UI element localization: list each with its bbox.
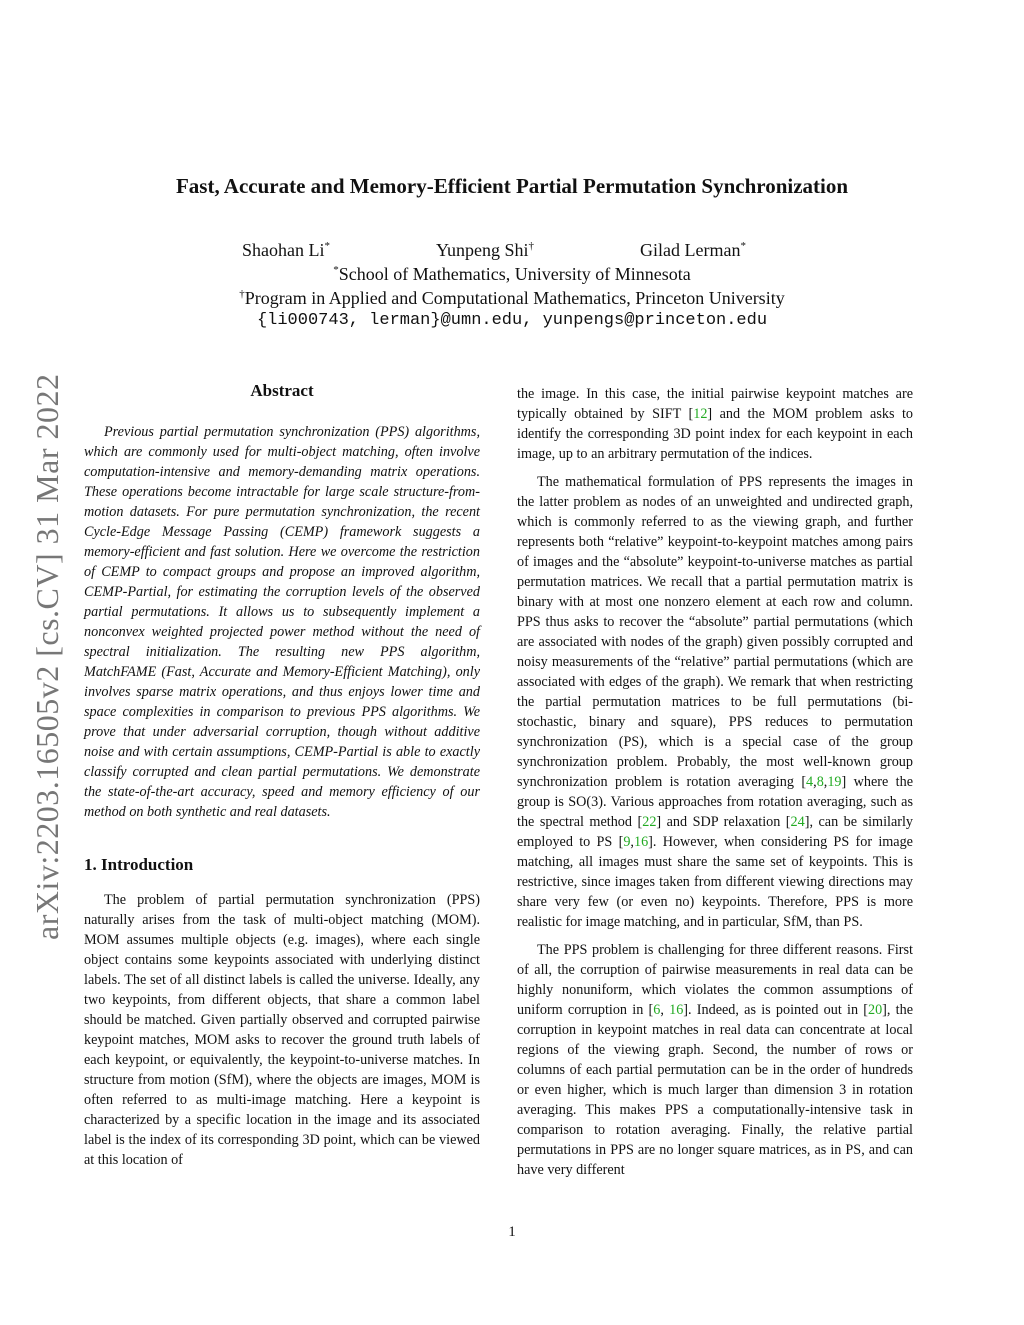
author-list [0, 240, 1024, 264]
author-emails: {li000743, lerman}@umn.edu, yunpengs@princeton.edu [256, 311, 768, 330]
paper-title: Fast, Accurate and Memory-Efficient Partial Permutation Synchronization [175, 174, 849, 198]
abstract-heading: Abstract [250, 381, 314, 400]
right-paragraph-2: The PPS problem is challenging for three different reasons. First of all, the corruption of pairwise measurements in real data can be highly nonuniform, which violates the common assumptions of uniform corruption in [6, 16]. Indeed, as is pointed out in [20], the corruption in keypoint matches in real data can concentrate at local regions of the viewing graph. Second, the number of rows or columns of each partial permutation can be in the order of hundreds or even higher, which is much larger than dimension 3 in rotation averaging. This makes PPS a computationally-intensive task in comparison to rotation averaging. Finally, the relative partial permutations in PPS are no longer square matrices, as in PS, and can have very different [517, 942, 913, 1178]
citation: 12 [693, 406, 708, 422]
right-paragraph-0: the image. In this case, the initial pairwise keypoint matches are typically obtained by SIFT [12] and the MOM problem asks to identify the corresponding 3D point index for each keypoint in each image, up to an arbitrary permutation of the indices. [517, 386, 913, 462]
affiliation-2: †Program in Applied and Computational Mathematics, Princeton University [239, 288, 785, 308]
intro-paragraph-1: The problem of partial permutation synchronization (PPS) naturally arises from the task of multi-object matching (MOM). MOM assumes multiple objects (e.g. images), where each single object contains some keypoints associated with underlying distinct labels. The set of all distinct labels is called the universe. Ideally, any two keypoints, from different objects, that share a common label should be matched. Given partially observed and corrupted pairwise keypoint matches, MOM asks to recover the ground truth labels of each keypoint, or equivalently, the keypoint-to-universe matches. In structure from motion (SfM), where the objects are images, MOM is often referred to as multi-image matching. Here a keypoint is characterized by a specific location in the image and its associated label is the index of its corresponding 3D point, which can be viewed at this location of [84, 892, 480, 1168]
left-column [84, 378, 480, 1170]
page-number: 1 [508, 1224, 516, 1240]
introduction-heading: 1. Introduction [84, 855, 194, 874]
author-2: Yunpeng Shi† [436, 240, 535, 260]
arxiv-identifier: arXiv:2203.16505v2 [cs.CV] 31 Mar 2022 [29, 373, 65, 940]
author-1: Shaohan Li* [242, 240, 330, 260]
right-paragraph-1: The mathematical formulation of PPS represents the images in the latter problem as nodes of an unweighted and undirected graph, which is commonly referred to as the viewing graph, and further represents both “relative” keypoint-to-keypoint matches among pairs of images and the “absolute” keypoint-to-universe matches as partial permutation matrices. We recall that a partial permutation matrix is binary with at most one nonzero element at each row and column. PPS thus asks to recover the “absolute” partial permutations (which are associated with nodes of the graph) given possibly corrupted and noisy measurements of the “relative” partial permutations (which are associated with edges of the graph). We remark that when restricting the partial permutation matrices to be full permutations (bi-stochastic, binary and square), PPS reduces to permutation synchronization (PS), which is a special case of the group synchronization problem. Probably, the most well-known group synchronization problem is rotation averaging [4,8,19] where the group is SO(3). Various approaches from rotation averaging, such as the spectral method [22] and SDP relaxation [24], can be similarly employed to PS [9,16]. However, when considering PS for image matching, all images must share the same set of keypoints. This is restrictive, since images taken from different viewing directions may share very few (or even no) keypoints. Therefore, PPS is more realistic for image matching, and in particular, SfM, than PS. [517, 474, 914, 930]
abstract-text: Previous partial permutation synchronization (PPS) algorithms, which are commonly used for multi-object matching, often involve computation-intensive and memory-demanding matrix operations. These operations become intractable for large scale structure-from-motion datasets. For pure permutation synchronization, the recent Cycle-Edge Message Passing (CEMP) framework suggests a memory-efficient and fast solution. Here we overcome the restriction of CEMP to compact groups and propose an improved algorithm, CEMP-Partial, for estimating the corruption levels of the observed partial permutations. It allows us to subsequently implement a nonconvex weighted projected power method without the need of spectral initialization. The resulting new PPS algorithm, MatchFAME (Fast, Accurate and Memory-Efficient Matching), only involves sparse matrix operations, and thus enjoys lower time and space complexities in comparison to previous PPS algorithms. We prove that under adversarial corruption, though without additive noise and with certain assumptions, CEMP-Partial is able to exactly classify corrupted and clean partial permutations. We demonstrate the state-of-the-art accuracy, speed and memory efficiency of our method on both synthetic and real datasets. [84, 424, 480, 820]
affiliation-1: *School of Mathematics, University of Minnesota [333, 264, 691, 284]
right-column [517, 384, 913, 1180]
author-3: Gilad Lerman* [640, 240, 746, 260]
